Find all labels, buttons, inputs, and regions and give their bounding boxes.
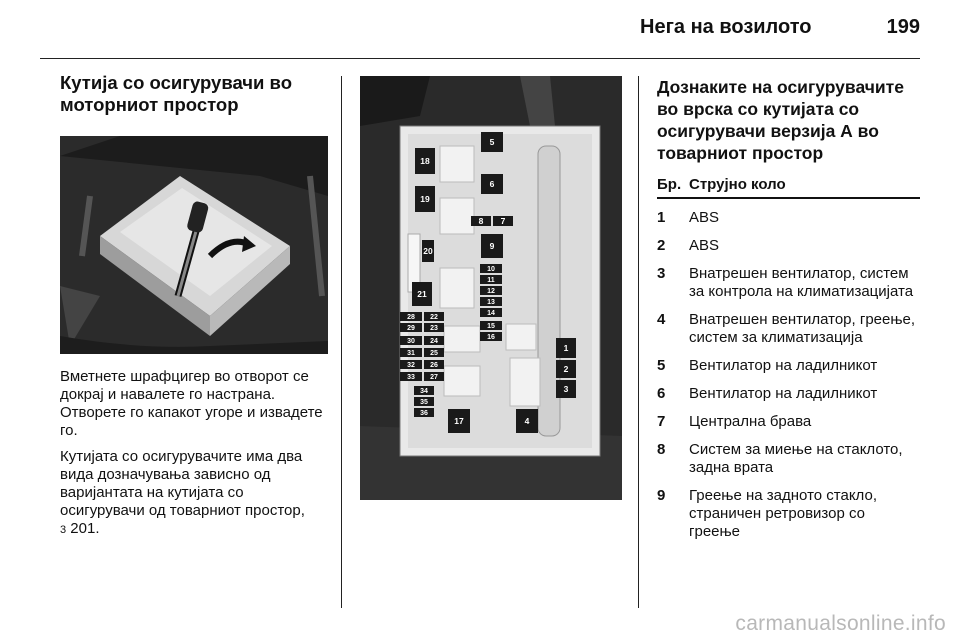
table-row	[657, 487, 920, 541]
circuit-name: ABS	[689, 209, 720, 226]
circuit-name: Централна брава	[689, 413, 812, 430]
fuse-table	[657, 209, 920, 541]
fuse-label: 35	[420, 399, 428, 406]
variant-text: Кутијата со осигурувачите има два вида дозначувања зависно од варијантата на кутијата со осигурувачи од товарниот простор,	[60, 448, 305, 519]
column-divider-left	[341, 76, 342, 608]
right-column	[657, 76, 920, 541]
fuse-label: 22	[430, 314, 438, 321]
instruction-paragraph: Вметнете шрафцигер во отворот се докрај и навалете го настрана. Отворете го капакот угоре и извадете го.	[60, 368, 323, 439]
fuse-label: 23	[430, 325, 438, 332]
header-rule	[40, 58, 920, 59]
circuit-name: Вентилатор на ладилникот	[689, 385, 878, 402]
table-row	[657, 237, 920, 255]
fuse-label: 21	[417, 289, 427, 299]
fuse-label: 5	[489, 137, 495, 147]
fuse-label: 33	[407, 374, 415, 381]
table-row	[657, 357, 920, 375]
column-header-no: Бр.	[657, 176, 682, 193]
fuse-label: 10	[487, 266, 495, 273]
section-title: Кутија со осигурувачи во моторниот простор	[60, 72, 292, 115]
table-row	[657, 413, 920, 431]
fuse-label: 32	[407, 362, 415, 369]
fuse-label: 30	[407, 338, 415, 345]
fuse-layout-diagram	[360, 76, 622, 500]
fuse-number: 1	[657, 209, 666, 226]
fuse-label: 24	[430, 338, 438, 345]
fuse-label: 18	[420, 156, 430, 166]
fuse-label: 1	[563, 343, 569, 353]
table-header	[657, 176, 920, 199]
fuse-label: 9	[489, 241, 495, 251]
fuse-label: 28	[407, 314, 415, 321]
page-number: 199	[886, 16, 920, 38]
fuse-label: 29	[407, 325, 415, 332]
fuse-label: 12	[487, 288, 495, 295]
circuit-name: ABS	[689, 237, 720, 254]
circuit-name: Внатрешен вентилатор, систем за контрола на климатизацијата	[689, 265, 914, 300]
triangle-right-icon: 3	[60, 524, 67, 536]
fuse-label: 27	[430, 374, 438, 381]
table-row	[657, 311, 920, 347]
fuse-number: 7	[657, 413, 666, 430]
left-column	[60, 72, 328, 539]
table-row	[657, 209, 920, 227]
circuit-name: Греење на задното стакло, страничен ретровизор со греење	[689, 487, 877, 540]
fuse-label: 31	[407, 350, 415, 357]
fuse-label: 3	[563, 384, 569, 394]
fuse-label: 6	[489, 179, 495, 189]
watermark: carmanualsonline.info	[735, 612, 946, 635]
table-title: Дознаките на осигурувачите во врска со кутијата со осигурувачи верзија А во товарниот простор	[657, 77, 904, 163]
fuse-label: 19	[420, 194, 430, 204]
fuse-number: 6	[657, 385, 666, 402]
fuse-label: 14	[487, 310, 495, 317]
engine-fuse-box-photo	[60, 136, 328, 354]
fuse-label: 11	[487, 277, 495, 284]
fuse-label: 25	[430, 350, 438, 357]
circuit-name: Вентилатор на ладилникот	[689, 357, 878, 374]
fuse-label: 26	[430, 362, 438, 369]
fuse-number: 3	[657, 265, 666, 282]
circuit-name: Внатрешен вентилатор, греење, систем за климатизација	[689, 311, 916, 346]
fuse-number: 8	[657, 441, 666, 458]
table-row	[657, 441, 920, 477]
fuse-label: 17	[454, 416, 464, 426]
column-divider-right	[638, 76, 639, 608]
fuse-label: 4	[524, 416, 530, 426]
fuse-number: 9	[657, 487, 666, 504]
variant-paragraph	[60, 448, 328, 539]
table-row	[657, 385, 920, 403]
fuse-label: 15	[487, 323, 495, 330]
table-row	[657, 265, 920, 301]
fuse-label: 2	[563, 364, 569, 374]
circuit-name: Систем за миење на стаклото, задна врата	[689, 441, 903, 476]
fuse-label: 7	[500, 216, 506, 226]
fuse-label: 16	[487, 334, 495, 341]
fuse-number: 5	[657, 357, 666, 374]
fuse-label: 34	[420, 388, 428, 395]
fuse-label: 8	[478, 216, 484, 226]
fuse-number: 4	[657, 311, 666, 328]
page-reference[interactable]: 201.	[70, 520, 100, 537]
fuse-number: 2	[657, 237, 666, 254]
fuse-label: 13	[487, 299, 495, 306]
fuse-label: 20	[423, 246, 433, 256]
fuse-label: 36	[420, 410, 428, 417]
column-header-circuit: Струјно коло	[689, 176, 786, 193]
header-title: Нега на возилото	[640, 16, 812, 38]
